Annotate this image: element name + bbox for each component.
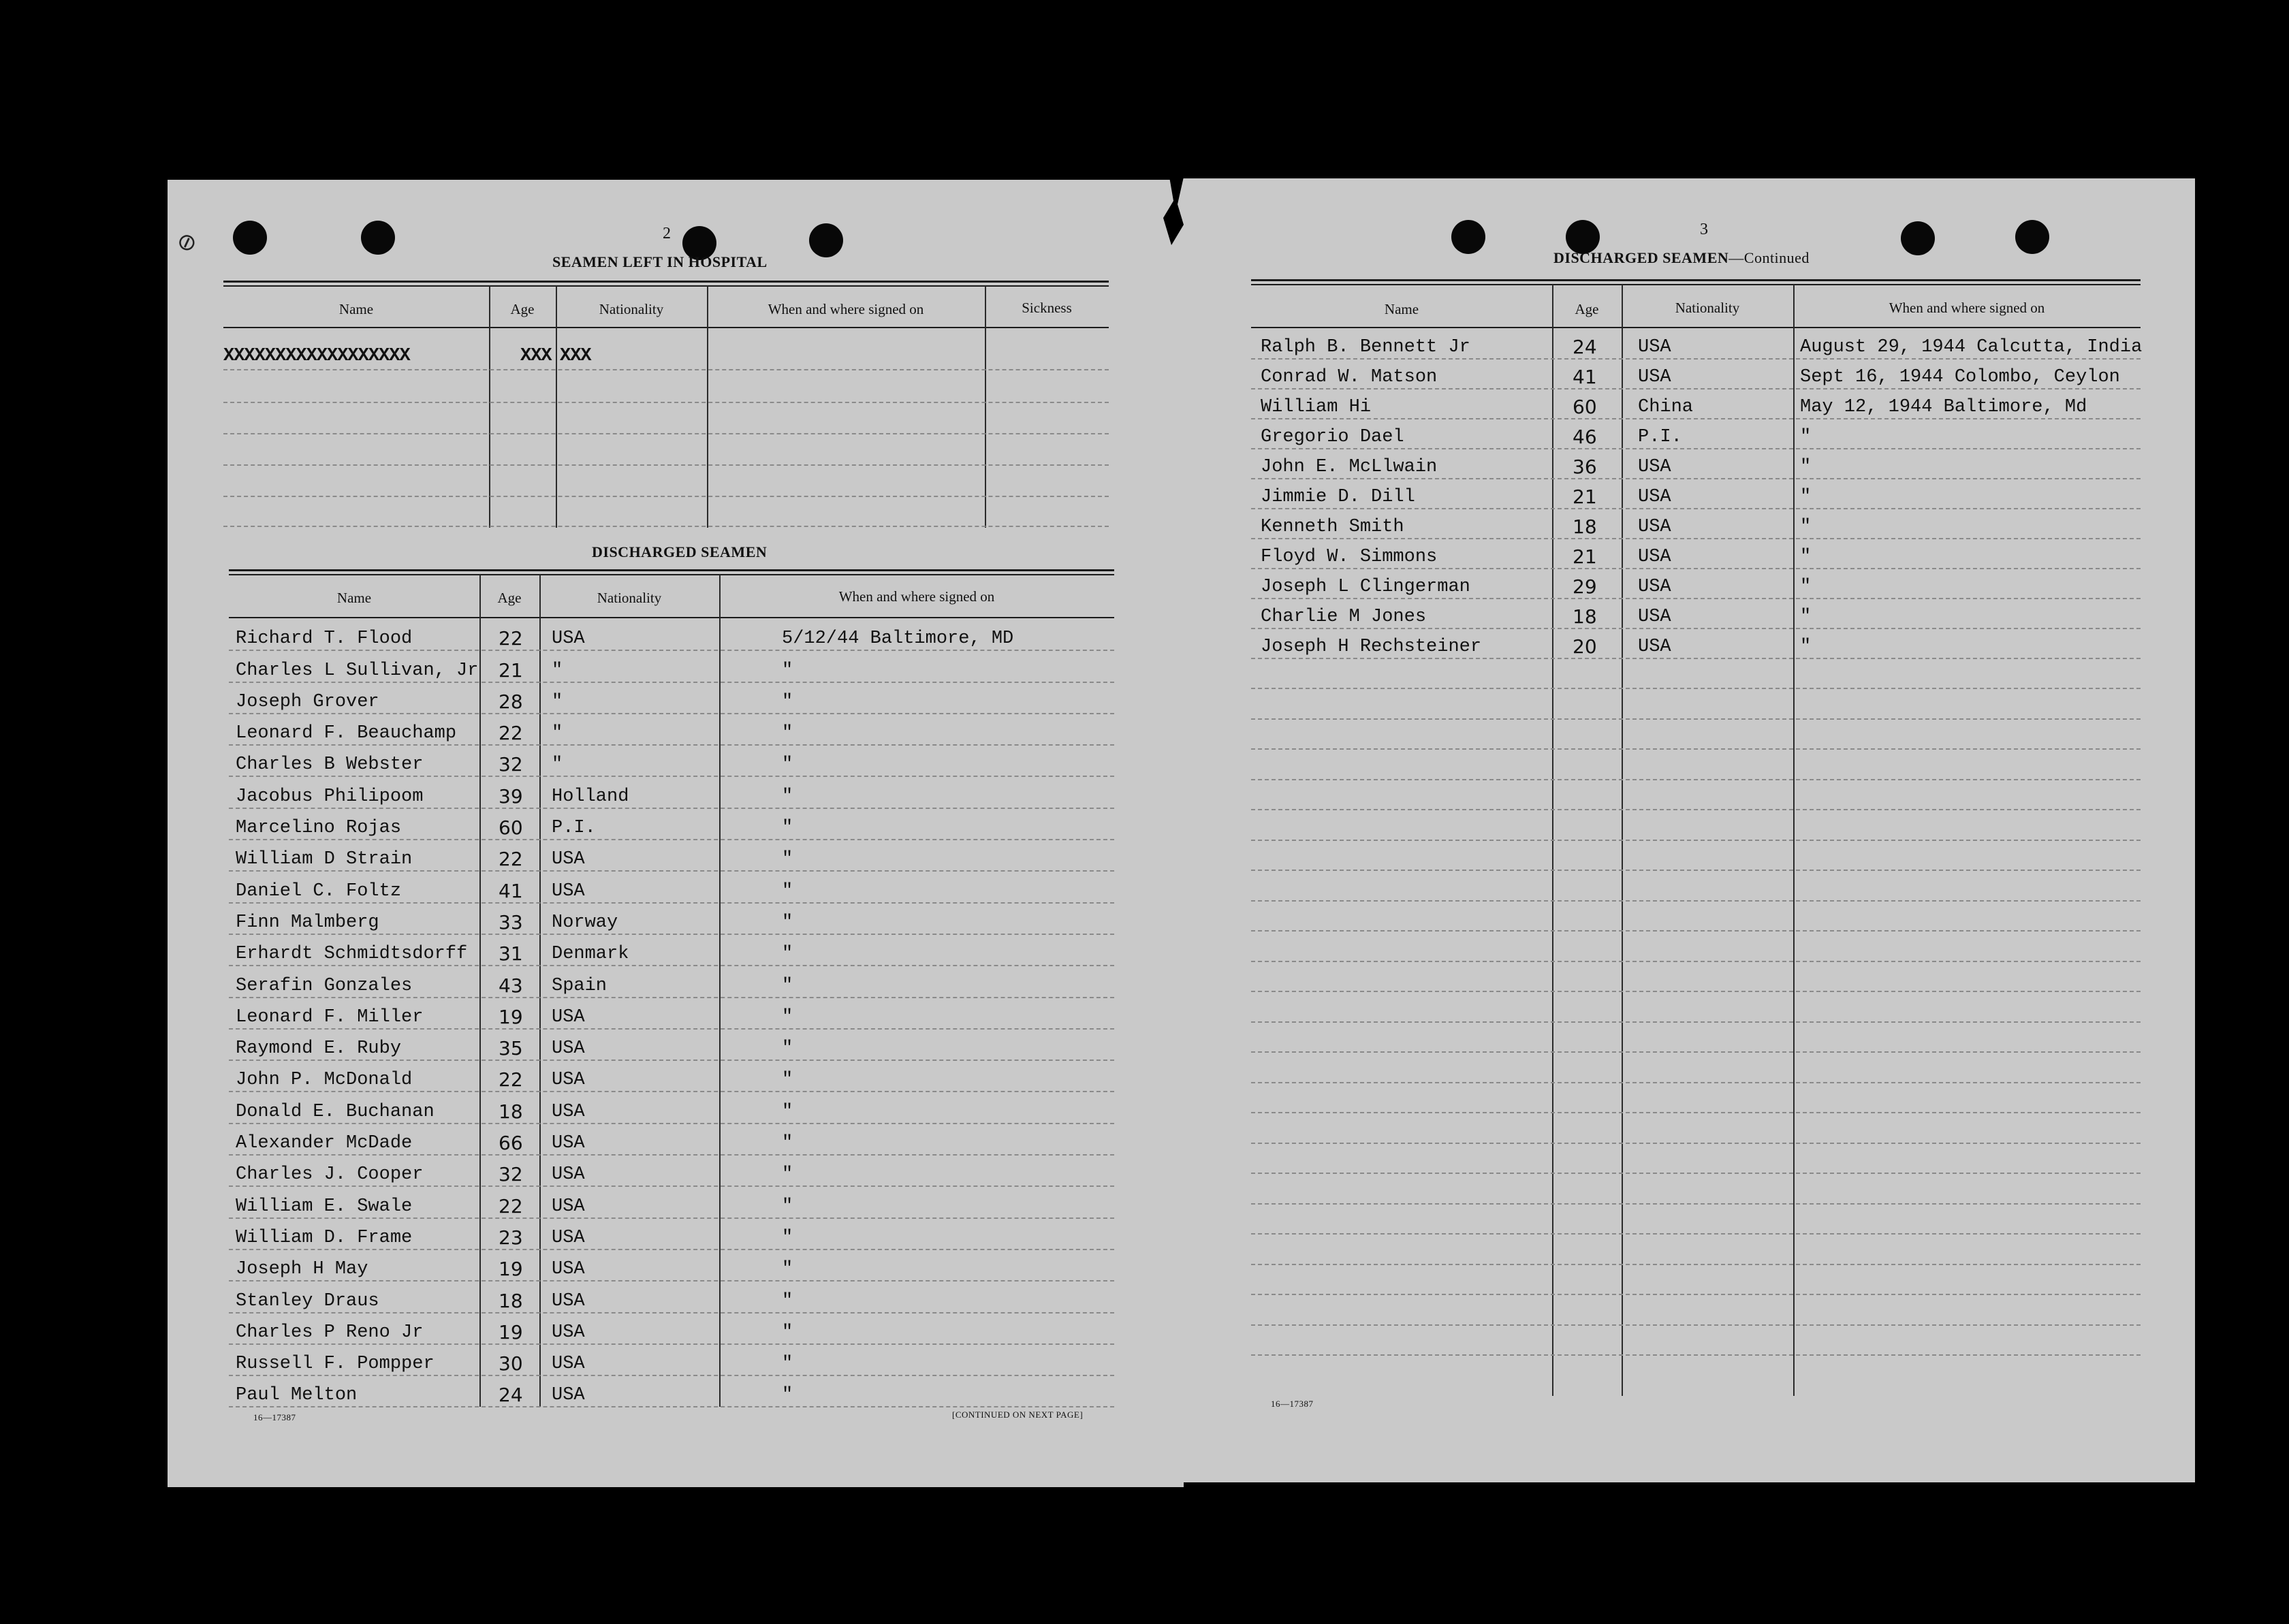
signed-on: " (782, 691, 793, 712)
seaman-age: 29 (1573, 575, 1597, 598)
seaman-name: Finn Malmberg (236, 912, 379, 933)
seaman-age: 39 (499, 784, 523, 808)
column-header: When and where signed on (1889, 300, 2045, 316)
empty-row (1251, 961, 2141, 992)
seaman-age: 60 (499, 816, 523, 840)
seaman-name: Joseph Grover (236, 691, 379, 712)
signed-on: " (782, 1385, 793, 1406)
table-row (229, 902, 1114, 935)
table-row (229, 1375, 1114, 1407)
column-header: Age (497, 590, 522, 606)
table-row (229, 965, 1114, 998)
seaman-nationality: USA (1638, 457, 1671, 477)
seaman-name: Leonard F. Beauchamp (236, 723, 457, 744)
seaman-nationality: USA (1638, 547, 1671, 567)
empty-row (1251, 1203, 2141, 1235)
seaman-name: Paul Melton (236, 1385, 358, 1406)
table-row (1251, 628, 2141, 659)
column-header: Name (1384, 301, 1419, 317)
seaman-nationality: " (552, 660, 563, 681)
seaman-nationality: USA (1638, 487, 1671, 507)
seaman-age: 21 (499, 658, 523, 682)
seaman-age: 36 (1573, 456, 1597, 478)
empty-row (1251, 1294, 2141, 1326)
table-row (229, 1092, 1114, 1124)
seaman-nationality: USA (552, 1196, 585, 1217)
seaman-age: 21 (1573, 485, 1597, 508)
seaman-name: Charles B Webster (236, 754, 424, 776)
empty-row (1251, 718, 2141, 750)
hospital-table (223, 281, 1109, 526)
seaman-nationality: USA (552, 1385, 585, 1406)
seaman-name: John E. McLlwain (1261, 457, 1438, 477)
seaman-age: 43 (499, 974, 523, 997)
table-row (1251, 388, 2141, 419)
table-row (229, 808, 1114, 840)
empty-row (1251, 658, 2141, 689)
seaman-age: 60 (1573, 396, 1597, 418)
seaman-nationality: USA (552, 1164, 585, 1185)
seaman-nationality: USA (552, 1038, 585, 1060)
seaman-name: Kenneth Smith (1261, 517, 1404, 537)
empty-row (1251, 900, 2141, 932)
signed-on: " (1800, 577, 1812, 597)
discharged-continued-table (1251, 279, 2141, 1396)
seaman-nationality: USA (552, 1354, 585, 1375)
table-row (1251, 568, 2141, 599)
seaman-age: 22 (499, 1068, 523, 1092)
seaman-nationality: USA (552, 1290, 585, 1311)
table-row (229, 1249, 1114, 1281)
table-row (229, 682, 1114, 714)
punch-hole (1451, 220, 1485, 254)
signed-on: " (782, 786, 793, 807)
seaman-name: Alexander McDade (236, 1133, 413, 1154)
signed-on: " (782, 849, 793, 870)
signed-on: " (782, 1259, 793, 1280)
empty-row (1251, 1234, 2141, 1265)
seaman-nationality: USA (552, 628, 585, 650)
seaman-name: Joseph H Rechsteiner (1261, 637, 1482, 657)
empty-row (1251, 931, 2141, 962)
seaman-nationality: USA (552, 880, 585, 902)
seaman-name: Stanley Draus (236, 1290, 379, 1311)
column-header: Nationality (1675, 300, 1740, 316)
table-row (229, 1154, 1114, 1187)
seaman-name: William E. Swale (236, 1196, 413, 1217)
seaman-nationality: " (552, 754, 563, 776)
seaman-nationality: USA (1638, 607, 1671, 627)
signed-on: August 29, 1944 Calcutta, India (1800, 337, 2143, 357)
table-row (229, 618, 1114, 651)
column-header: Age (1575, 301, 1599, 317)
column-header: Nationality (599, 301, 664, 317)
seaman-age: 22 (499, 627, 523, 650)
section-title: DISCHARGED SEAMEN (592, 543, 768, 560)
column-header: Age (510, 301, 535, 317)
column-header: Nationality (597, 590, 662, 606)
seaman-age: 66 (499, 1132, 523, 1155)
table-row (229, 1312, 1114, 1345)
seaman-age: 19 (499, 1320, 523, 1343)
seaman-nationality: USA (1638, 367, 1671, 387)
signed-on: " (782, 912, 793, 933)
seaman-age: 30 (499, 1352, 523, 1375)
signed-on: " (1800, 517, 1812, 537)
seaman-age: 22 (499, 722, 523, 745)
page-number: 3 (1700, 221, 1708, 238)
empty-row (1251, 810, 2141, 841)
seaman-name: Leonard F. Miller (236, 1006, 424, 1028)
column-header: Sickness (1022, 300, 1072, 316)
seaman-nationality: " (552, 691, 563, 712)
seaman-nationality: USA (552, 1259, 585, 1280)
seaman-nationality: USA (552, 1227, 585, 1248)
empty-row (1251, 870, 2141, 902)
seaman-age: 21 (1573, 545, 1597, 568)
seaman-age: 46 (1573, 426, 1597, 448)
punch-hole (809, 223, 843, 257)
signed-on: " (782, 754, 793, 776)
table-row (1251, 598, 2141, 629)
seaman-nationality: USA (552, 1006, 585, 1028)
seaman-name: Jimmie D. Dill (1261, 487, 1415, 507)
empty-row (1251, 1173, 2141, 1205)
signed-on: " (782, 1227, 793, 1248)
seaman-age: 24 (499, 1384, 523, 1407)
signed-on: " (782, 660, 793, 681)
column-header: When and where signed on (768, 301, 924, 317)
seaman-name: Raymond E. Ruby (236, 1038, 402, 1060)
seaman-nationality: USA (1638, 637, 1671, 657)
seaman-nationality: Holland (552, 786, 629, 807)
seaman-name: Joseph H May (236, 1259, 368, 1280)
discharged-table (229, 569, 1114, 1407)
seaman-nationality: USA (552, 1070, 585, 1091)
signed-on: Sept 16, 1944 Colombo, Ceylon (1800, 367, 2120, 387)
seaman-name: William D Strain (236, 849, 413, 870)
seaman-name: John P. McDonald (236, 1070, 413, 1091)
table-row (229, 713, 1114, 746)
seaman-age: 32 (499, 1163, 523, 1186)
seaman-nationality: USA (552, 1322, 585, 1343)
seaman-name: Floyd W. Simmons (1261, 547, 1438, 567)
seaman-age: 33 (499, 910, 523, 934)
seaman-nationality: USA (552, 849, 585, 870)
empty-row (1251, 1143, 2141, 1174)
column-header: Name (338, 301, 374, 317)
seaman-name: Charles L Sullivan, Jr (236, 660, 479, 681)
signed-on: " (1800, 487, 1812, 507)
empty-row (1251, 1324, 2141, 1356)
empty-row (1251, 1021, 2141, 1053)
signed-on: " (782, 1164, 793, 1185)
table-row (1251, 478, 2141, 509)
seaman-nationality: USA (552, 1133, 585, 1154)
punch-hole (2015, 220, 2049, 254)
signed-on: " (782, 1133, 793, 1154)
table-row (1251, 328, 2141, 360)
empty-row (1251, 1264, 2141, 1295)
table-row (229, 934, 1114, 966)
section-title (1553, 249, 1810, 267)
seaman-age: 41 (1573, 366, 1597, 388)
seaman-name: Serafin Gonzales (236, 975, 413, 996)
seaman-nationality: Norway (552, 912, 618, 933)
seaman-name: Charles J. Cooper (236, 1164, 424, 1185)
form-number: 16—17387 (1271, 1399, 1314, 1409)
seaman-age: 18 (1573, 515, 1597, 538)
empty-row (1251, 991, 2141, 1023)
table-row (229, 839, 1114, 872)
section-title-text: DISCHARGED SEAMEN (1553, 249, 1729, 266)
empty-row (1251, 779, 2141, 810)
seaman-nationality: Denmark (552, 944, 629, 965)
punch-hole (361, 221, 395, 255)
seaman-nationality: " (552, 723, 563, 744)
table-row (229, 650, 1114, 682)
signed-on: " (782, 1290, 793, 1311)
seaman-nationality: China (1638, 397, 1694, 417)
table-row (1251, 418, 2141, 449)
struck-nationality: XXX (560, 346, 591, 366)
seaman-name: Gregorio Dael (1261, 427, 1404, 447)
signed-on: " (782, 723, 793, 744)
seaman-age: 31 (499, 942, 523, 966)
seaman-name: William D. Frame (236, 1227, 413, 1248)
seaman-age: 23 (499, 1226, 523, 1249)
seaman-name: Jacobus Philipoom (236, 786, 424, 807)
seaman-age: 18 (499, 1289, 523, 1312)
seaman-name: William Hi (1261, 397, 1372, 417)
signed-on: " (782, 1101, 793, 1122)
seaman-name: Russell F. Pompper (236, 1354, 435, 1375)
table-row (1251, 448, 2141, 479)
table-row (229, 870, 1114, 903)
signed-on: " (782, 880, 793, 902)
empty-row (1251, 840, 2141, 871)
seaman-age: 32 (499, 753, 523, 776)
struck-age: XXX (520, 346, 552, 366)
table-row (1251, 508, 2141, 539)
signed-on: " (782, 944, 793, 965)
signed-on: " (782, 975, 793, 996)
signed-on: " (782, 1038, 793, 1060)
seaman-nationality: P.I. (552, 818, 596, 839)
signed-on: " (1800, 637, 1812, 657)
signed-on: " (1800, 607, 1812, 627)
seaman-nationality: USA (1638, 337, 1671, 357)
table-row (229, 1185, 1114, 1218)
seaman-name: Marcelino Rojas (236, 818, 402, 839)
page-number: 2 (663, 225, 671, 242)
seaman-name: Ralph B. Bennett Jr (1261, 337, 1470, 357)
table-row (229, 744, 1114, 777)
signed-on: " (1800, 427, 1812, 447)
table-row (229, 997, 1114, 1030)
signed-on: " (1800, 547, 1812, 567)
continued-note: [CONTINUED ON NEXT PAGE] (952, 1410, 1084, 1420)
signed-on: " (782, 1322, 793, 1343)
signed-on: " (1800, 457, 1812, 477)
table-row (229, 776, 1114, 809)
seaman-nationality: Spain (552, 975, 607, 996)
column-header: Name (336, 590, 372, 606)
seaman-age: 20 (1573, 635, 1597, 658)
seaman-nationality: USA (1638, 517, 1671, 537)
signed-on: " (782, 1006, 793, 1028)
seaman-name: Charles P Reno Jr (236, 1322, 424, 1343)
seaman-age: 18 (499, 1100, 523, 1123)
empty-row (1251, 1113, 2141, 1144)
section-title: SEAMEN LEFT IN HOSPITAL (552, 253, 768, 270)
table-row (229, 1217, 1114, 1250)
signed-on: " (782, 1070, 793, 1091)
column-header: When and where signed on (838, 588, 995, 605)
signed-on: " (782, 1354, 793, 1375)
empty-row (1251, 1052, 2141, 1083)
form-number: 16—17387 (253, 1412, 296, 1422)
table-row (229, 1028, 1114, 1061)
empty-row (1251, 1082, 2141, 1113)
seaman-age: 18 (1573, 605, 1597, 628)
table-row (229, 1123, 1114, 1156)
seaman-name: Conrad W. Matson (1261, 367, 1438, 387)
seaman-age: 24 (1573, 336, 1597, 358)
seaman-name: Joseph L Clingerman (1261, 577, 1470, 597)
table-row (229, 1343, 1114, 1376)
seaman-name: Richard T. Flood (236, 628, 413, 650)
seaman-age: 35 (499, 1037, 523, 1060)
seaman-age: 41 (499, 879, 523, 902)
punch-hole (1901, 221, 1935, 255)
seaman-name: Daniel C. Foltz (236, 880, 402, 902)
clip-mark: ⊘ (173, 226, 201, 259)
signed-on: " (782, 818, 793, 839)
seaman-age: 22 (499, 1194, 523, 1217)
empty-row (1251, 688, 2141, 720)
struck-name: XXXXXXXXXXXXXXXXXX (223, 346, 410, 366)
seaman-name: Charlie M Jones (1261, 607, 1427, 627)
empty-row (1251, 749, 2141, 780)
left-page (168, 180, 1184, 1487)
table-row (1251, 538, 2141, 569)
seaman-age: 28 (499, 690, 523, 713)
right-page (1182, 178, 2195, 1482)
seaman-age: 19 (499, 1005, 523, 1028)
punch-hole (233, 221, 267, 255)
seaman-name: Donald E. Buchanan (236, 1101, 435, 1122)
seaman-age: 22 (499, 848, 523, 871)
table-row (229, 1280, 1114, 1313)
signed-on: " (782, 1196, 793, 1217)
table-row (229, 1060, 1114, 1092)
seaman-nationality: P.I. (1638, 427, 1682, 447)
seaman-nationality: USA (1638, 577, 1671, 597)
signed-on: May 12, 1944 Baltimore, Md (1800, 397, 2087, 417)
seaman-age: 19 (499, 1258, 523, 1281)
section-title-suffix: —Continued (1728, 249, 1810, 266)
table-row (1251, 358, 2141, 389)
signed-on: 5/12/44 Baltimore, MD (782, 628, 1014, 650)
seaman-nationality: USA (552, 1101, 585, 1122)
seaman-name: Erhardt Schmidtsdorff (236, 944, 468, 965)
